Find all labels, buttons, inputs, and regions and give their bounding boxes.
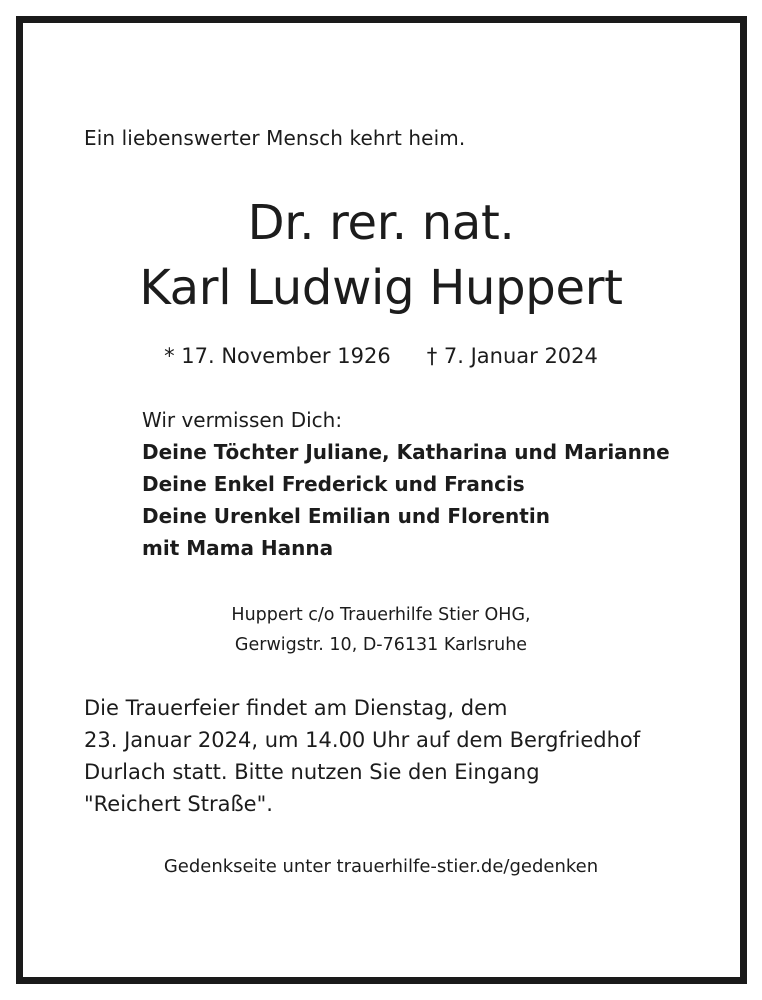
mourners-intro: Wir vermissen Dich:	[142, 408, 343, 432]
ceremony-line: Die Trauerfeier findet am Dienstag, dem	[84, 696, 508, 720]
ceremony-line: "Reichert Straße".	[84, 792, 273, 816]
mourner-line: Deine Urenkel Emilian und Florentin	[142, 504, 550, 528]
mourner-line: mit Mama Hanna	[142, 536, 334, 560]
mourner-line: Deine Enkel Frederick und Francis	[142, 472, 525, 496]
contact-address	[0, 600, 762, 660]
mourner-line: Deine Töchter Juliane, Katharina und Marianne	[142, 440, 670, 464]
motto-text: Ein liebenswerter Mensch kehrt heim.	[84, 126, 466, 150]
ceremony-line: Durlach statt. Bitte nutzen Sie den Eingang	[84, 760, 540, 784]
death-date: † 7. Januar 2024	[426, 344, 598, 368]
ceremony-line: 23. Januar 2024, um 14.00 Uhr auf dem Bergfriedhof	[84, 728, 641, 752]
memorial-page-link: Gedenkseite unter trauerhilfe-stier.de/gedenken	[163, 856, 599, 877]
academic-title: Dr. rer. nat.	[247, 195, 515, 251]
birth-date: * 17. November 1926	[164, 344, 391, 368]
life-dates	[0, 344, 762, 368]
mourners-list	[142, 404, 670, 564]
address-line: Huppert c/o Trauerhilfe Stier OHG,	[231, 605, 531, 625]
ceremony-info	[84, 692, 640, 820]
address-line: Gerwigstr. 10, D-76131 Karlsruhe	[234, 635, 528, 655]
deceased-name: Karl Ludwig Huppert	[139, 260, 623, 316]
